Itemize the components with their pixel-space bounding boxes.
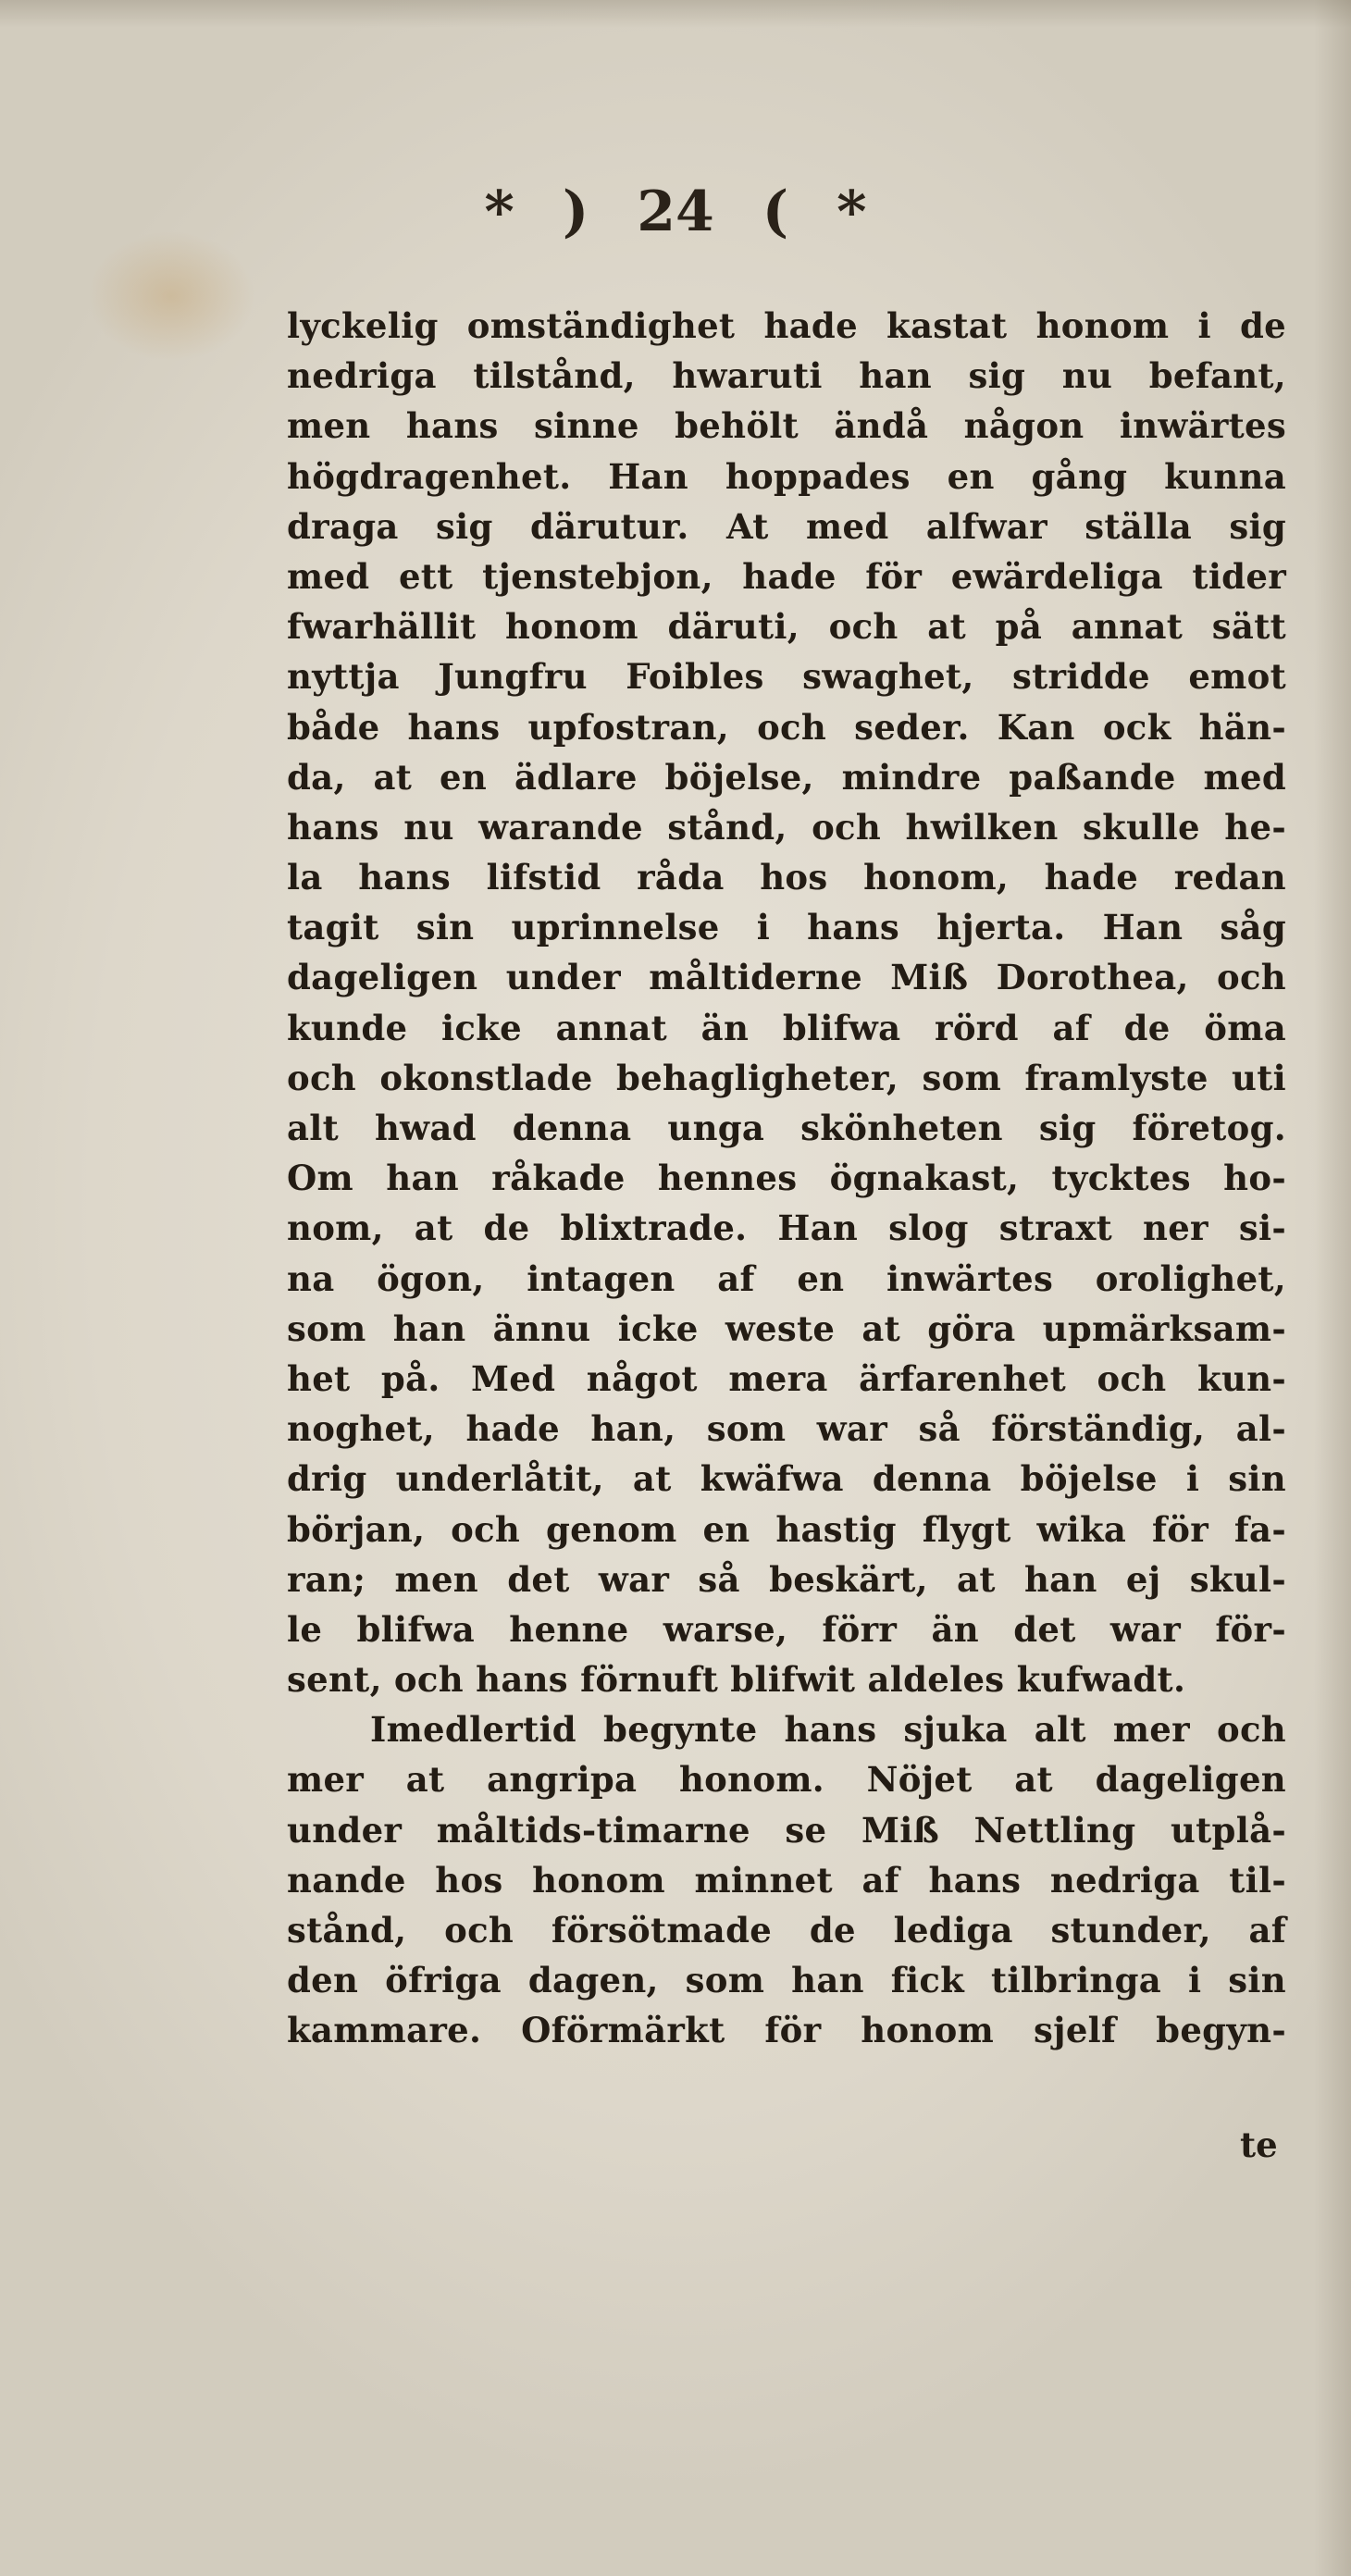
text-line: början, och genom en hastig flygt wika för fa- (287, 1508, 1286, 1550)
left-ornament: * (484, 178, 514, 245)
text-line: som han ännu icke weste at göra upmärksam- (287, 1307, 1286, 1349)
text-line: hans nu warande stånd, och hwilken skulle he- (287, 806, 1286, 848)
text-line: stånd, och försötmade de lediga stunder, af (287, 1910, 1286, 1951)
text-line: noghet, hade han, som war så förständig, al- (287, 1408, 1286, 1450)
text-line: Imedlertid begynte hans sjuka alt mer och (370, 1709, 1286, 1751)
text-line: dageligen under måltiderne Miß Dorothea, och (287, 957, 1286, 998)
text-line: le blifwa henne warse, förr än det war för- (287, 1608, 1286, 1650)
right-ornament: * (837, 178, 867, 245)
text-line: na ögon, intagen af en inwärtes orolighet, (287, 1257, 1286, 1299)
text-line: alt hwad denna unga skönheten sig företog. (287, 1108, 1286, 1148)
text-line: drig underlåtit, at kwäfwa denna böjelse i sin (287, 1458, 1286, 1500)
text-line: med ett tjenstebjon, hade för ewärdeliga tider (287, 555, 1286, 597)
catchword: te (1240, 2124, 1278, 2165)
text-line: fwarhällit honom däruti, och at på annat sätt (287, 606, 1286, 648)
text-line: både hans upfostran, och seder. Kan ock hän- (287, 706, 1286, 748)
text-line: draga sig därutur. At med alfwar ställa sig (287, 505, 1286, 547)
text-line: nom, at de blixtrade. Han slog straxt ner si- (287, 1208, 1286, 1249)
text-line: nande hos honom minnet af hans nedriga til- (287, 1859, 1286, 1901)
text-line: la hans lifstid råda hos honom, hade redan (287, 857, 1286, 898)
page-number: 24 (637, 179, 714, 244)
text-line: kunde icke annat än blifwa rörd af de öma (287, 1007, 1286, 1048)
text-line: het på. Med något mera ärfarenhet och kun- (287, 1357, 1286, 1399)
page-top-shadow (0, 0, 1351, 28)
text-line: nyttja Jungfru Foibles swaghet, stridde emot (287, 656, 1286, 698)
text-line: Om han råkade hennes ögnakast, tycktes ho- (287, 1158, 1286, 1199)
text-line: lyckelig omständighet hade kastat honom i de (287, 305, 1286, 346)
page-header (0, 178, 1351, 245)
left-paren: ) (562, 179, 589, 244)
page-right-shadow (1314, 0, 1351, 2576)
text-line: den öfriga dagen, som han fick tilbringa i sin (287, 1960, 1286, 2001)
text-line: kammare. Oförmärkt för honom sjelf begyn- (287, 2010, 1286, 2051)
right-paren: ( (762, 179, 789, 244)
text-line: da, at en ädlare böjelse, mindre paßande med (287, 756, 1286, 798)
text-line: högdragenhet. Han hoppades en gång kunna (287, 455, 1286, 497)
text-line: sent, och hans förnuft blifwit aldeles kufwadt. (287, 1659, 1186, 1701)
text-line: och okonstlade behagligheter, som framlyste uti (287, 1057, 1286, 1098)
text-line: ran; men det war så beskärt, at han ej skul- (287, 1558, 1286, 1600)
body-text (287, 301, 1286, 2056)
text-line: mer at angripa honom. Nöjet at dageligen (287, 1759, 1286, 1801)
text-line: under måltids-timarne se Miß Nettling utplå- (287, 1809, 1286, 1851)
text-line: nedriga tilstånd, hwaruti han sig nu befant, (287, 355, 1286, 397)
text-line: tagit sin uprinnelse i hans hjerta. Han såg (287, 907, 1286, 948)
text-line: men hans sinne behölt ändå någon inwärtes (287, 405, 1286, 447)
